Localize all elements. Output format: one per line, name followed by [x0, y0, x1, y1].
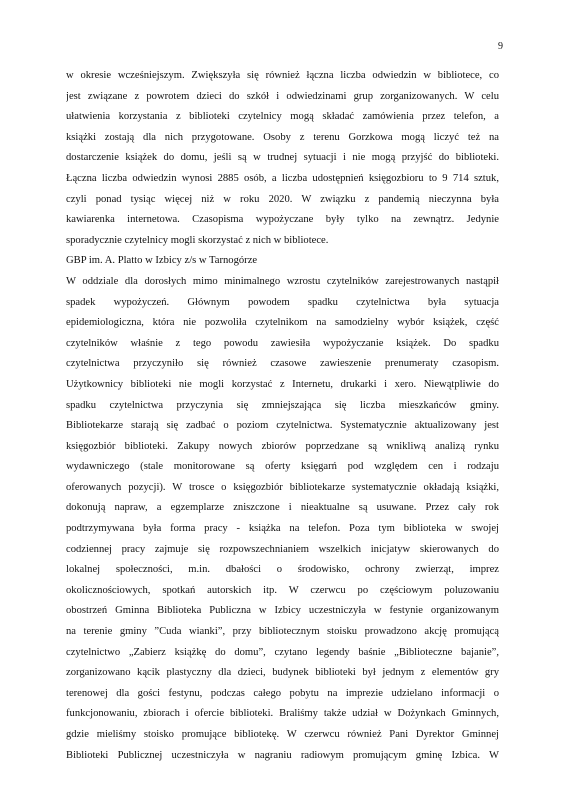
body-text — [66, 66, 499, 766]
text-line: czyli ponad tysiąc więcej niż w roku 2020. W związku z pandemią nieczynna była — [66, 193, 499, 205]
text-line: Użytkownicy biblioteki nie mogli korzystać z Internetu, drukarki i xero. Niewątpliwie do — [66, 378, 499, 390]
text-line: oferowanych pozycji). W trosce o księgozbiór bibliotekarze systematycznie okładają książki, — [66, 481, 499, 493]
text-line: obostrzeń Gminna Biblioteka Publiczna w Izbicy uczestniczyła w festynie organizowanym — [66, 605, 499, 617]
page-number: 9 — [498, 41, 503, 52]
text-line: terenowej dla gości festynu, podczas całego pobytu na imprezie udzielano informacji o — [66, 687, 499, 699]
text-line: zorganizowano kącik plastyczny dla dzieci, budynek biblioteki był jednym z elementów gry — [66, 667, 499, 679]
text-line: ułatwienia korzystania z biblioteki czytelnicy mogą składać zamówienia przez telefon, a — [66, 111, 499, 123]
text-line: okolicznościowych, spotkań autorskich itp. W czerwcu po częściowym poluzowaniu — [66, 584, 499, 596]
text-line: gdzie mieliśmy stoisko promujące bibliotekę. W czerwcu również Pani Dyrektor Gminnej — [66, 729, 499, 740]
text-line: epidemiologiczna, która nie pozwoliła czytelnikom na samodzielny wybór książek, część — [66, 317, 499, 329]
text-line: podtrzymywana była forma pracy - książka na telefon. Poza tym biblioteka w swojej — [66, 523, 499, 535]
text-line: Łączna liczba odwiedzin wynosi 2885 osób, a liczba udostępnień księgozbioru to 9 714 sztuk, — [66, 172, 499, 184]
text-line: spadek wypożyczeń. Głównym powodem spadku czytelnictwa była sytuacja — [66, 296, 499, 308]
text-line: sporadycznie czytelnicy mogli skorzystać z nich w bibliotece. — [66, 234, 329, 246]
text-line: wydawniczego (stale monitorowane są oferty księgarń pod względem cen i rodzaju — [66, 461, 499, 473]
text-line: czytelnictwa przyczyniło się również czasowe zawieszenie prenumeraty czasopism. — [66, 358, 499, 370]
text-line: codziennej pracy zajmuje się rozpowszechnianiem wszelkich inicjatyw skierowanych do — [66, 543, 499, 555]
text-line: czytelnictwo „Zabierz książkę do domu”, czytano legendy baśnie „Biblioteczne bajanie”, — [66, 646, 499, 658]
text-line: księgozbiór biblioteki. Zakupy nowych zbiorów poprzedzane są wnikliwą analizą rynku — [66, 440, 499, 452]
text-line: w okresie wcześniejszym. Zwiększyła się również łączna liczba odwiedzin w bibliotece, co — [66, 70, 499, 81]
text-line: dokonują napraw, a egzemplarze zniszczone i nieaktualne są usuwane. Przez cały rok — [66, 502, 499, 514]
text-line: GBP im. A. Platto w Izbicy z/s w Tarnogórze — [66, 255, 258, 267]
text-line: W oddziale dla dorosłych mimo minimalnego wzrostu czytelników zarejestrowanych nastąpił — [66, 275, 499, 287]
text-line: na terenie gminy ”Cuda wianki”, przy bibliotecznym stoisku prowadzono akcję promującą — [66, 626, 499, 638]
text-line: funkcjonowaniu, zbiorach i ofercie biblioteki. Braliśmy także udział w Dożynkach Gminnych, — [66, 708, 499, 720]
text-line: kawiarenka internetowa. Czasopisma wypożyczane były tylko na zewnątrz. Jedynie — [66, 214, 499, 226]
text-line: lokalnej społeczności, m.in. dbałości o środowisko, ochrony zwierząt, imprez — [66, 564, 499, 576]
text-line: spadku czytelnictwa przyczynia się zmniejszająca się liczba mieszkańców gminy. — [66, 399, 499, 411]
text-line: Biblioteki Publicznej uczestniczyła w nagraniu radiowym promującym gminę Izbica. W — [66, 749, 499, 761]
text-line: jest związane z powrotem dzieci do szkół i odwiedzinami grup zorganizowanych. W celu — [66, 90, 499, 102]
text-line: Bibliotekarze starają się zadbać o poziom czytelnictwa. Systematycznie aktualizowany jest — [66, 420, 499, 432]
text-line: czytelników właśnie z tego powodu zawiesiła wypożyczanie książek. Do spadku — [66, 337, 499, 349]
text-line: książki zostają dla nich przygotowane. Osoby z terenu Gorzkowa mogą liczyć też na — [66, 131, 499, 143]
text-line: dostarczenie książek do domu, jeśli są w trudnej sytuacji i nie mogą przyjść do biblioteki. — [66, 152, 499, 164]
